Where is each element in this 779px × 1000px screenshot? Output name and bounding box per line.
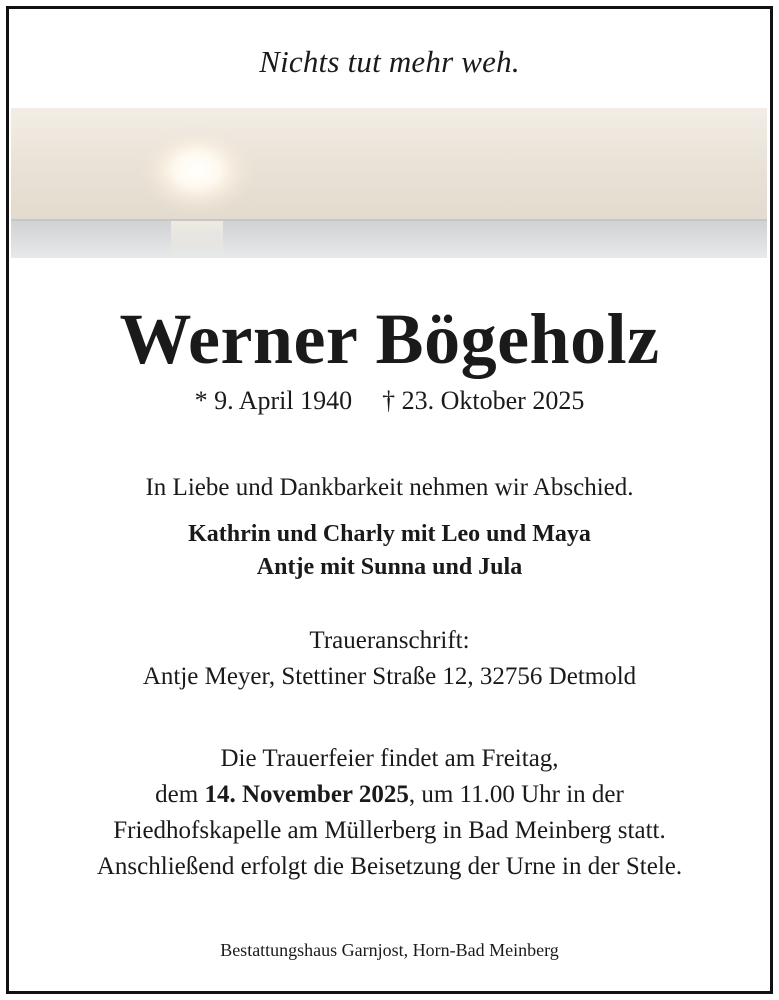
address-label: Traueranschrift:	[309, 627, 470, 654]
ceremony-line: Friedhofskapelle am Müllerberg in Bad Meinberg statt.	[113, 817, 666, 844]
ceremony-text: dem	[155, 781, 205, 808]
ceremony-date: 14. November 2025	[204, 781, 409, 808]
ceremony-line	[0, 777, 779, 813]
family-line: Kathrin und Charly mit Leo und Maya	[188, 521, 591, 547]
address-value: Antje Meyer, Stettiner Straße 12, 32756 Detmold	[142, 663, 637, 690]
family-line: Antje mit Sunna und Jula	[256, 554, 523, 580]
deceased-name: Werner Bögeholz	[119, 299, 660, 379]
sunset-over-sea-image	[11, 104, 767, 262]
undertaker: Bestattungshaus Garnjost, Horn-Bad Meinberg	[220, 940, 559, 960]
ceremony-text: , um 11.00 Uhr in der	[408, 781, 624, 808]
mourning-address	[0, 623, 779, 695]
birth-date: * 9. April 1940	[194, 386, 353, 415]
ceremony-info	[0, 741, 779, 885]
ceremony-line: Anschließend erfolgt die Beisetzung der Urne in der Stele.	[96, 853, 683, 880]
death-date: † 23. Oktober 2025	[382, 386, 585, 415]
farewell-text: In Liebe und Dankbarkeit nehmen wir Abschied.	[145, 474, 634, 501]
ceremony-line: Die Trauerfeier findet am Freitag,	[220, 745, 559, 772]
life-dates	[0, 386, 779, 416]
family-list	[0, 518, 779, 584]
motto: Nichts tut mehr weh.	[259, 44, 520, 79]
